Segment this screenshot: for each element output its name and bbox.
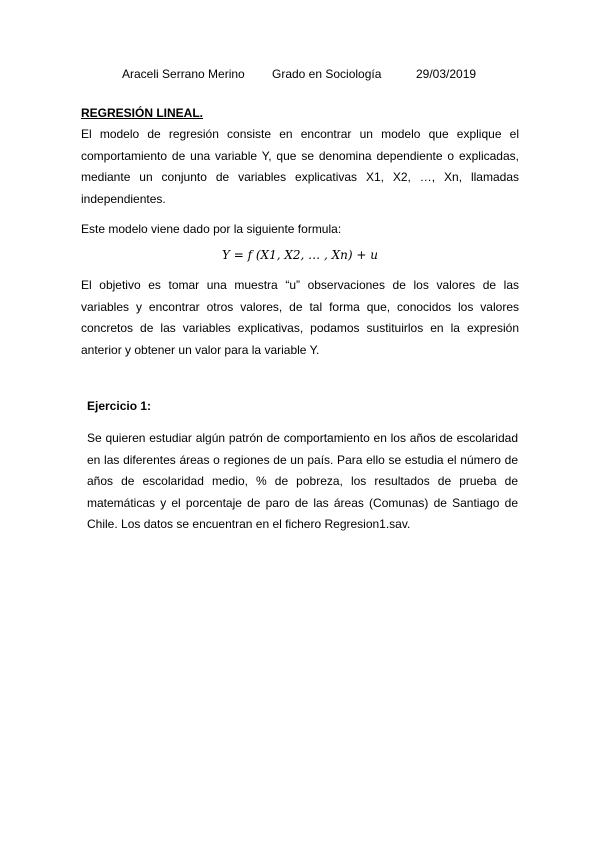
paragraph-objective: El objetivo es tomar una muestra “u” observaciones de los valores de las variables y encontrar otros valores, de tal forma que, conocidos los valores concretos de las variables explicativas, podamos sustituirlos en la expresión anterior y obtener un valor para la variable Y. [81, 278, 519, 357]
regression-formula: Y = f (X1, X2, … , Xn) + u [222, 248, 378, 262]
paragraph-model-definition: El modelo de regresión consiste en encontrar un modelo que explique el comportamiento de una variable Y, que se denomina dependiente o explicadas, mediante un conjunto de variables explicativas X1, X2, …, Xn, llamadas independientes. [81, 127, 519, 206]
header-degree: Grado en Sociología [272, 67, 382, 81]
header-author: Araceli Serrano Merino [122, 67, 245, 81]
paragraph-formula-intro: Este modelo viene dado por la siguiente formula: [81, 222, 342, 236]
section-title: REGRESIÓN LINEAL. [81, 106, 204, 120]
header-date: 29/03/2019 [416, 67, 477, 81]
exercise-text: Se quieren estudiar algún patrón de comportamiento en los años de escolaridad en las diferentes áreas o regiones de un país. Para ello se estudia el número de años de escolaridad medio, % de pobreza, los resultados de prueba de matemáticas y el porcentaje de paro de las áreas (Comunas) de Santiago de Chile. Los datos se encuentran en el fichero Regresion1.sav. [87, 431, 518, 531]
exercise-title: Ejercicio 1: [87, 399, 152, 413]
